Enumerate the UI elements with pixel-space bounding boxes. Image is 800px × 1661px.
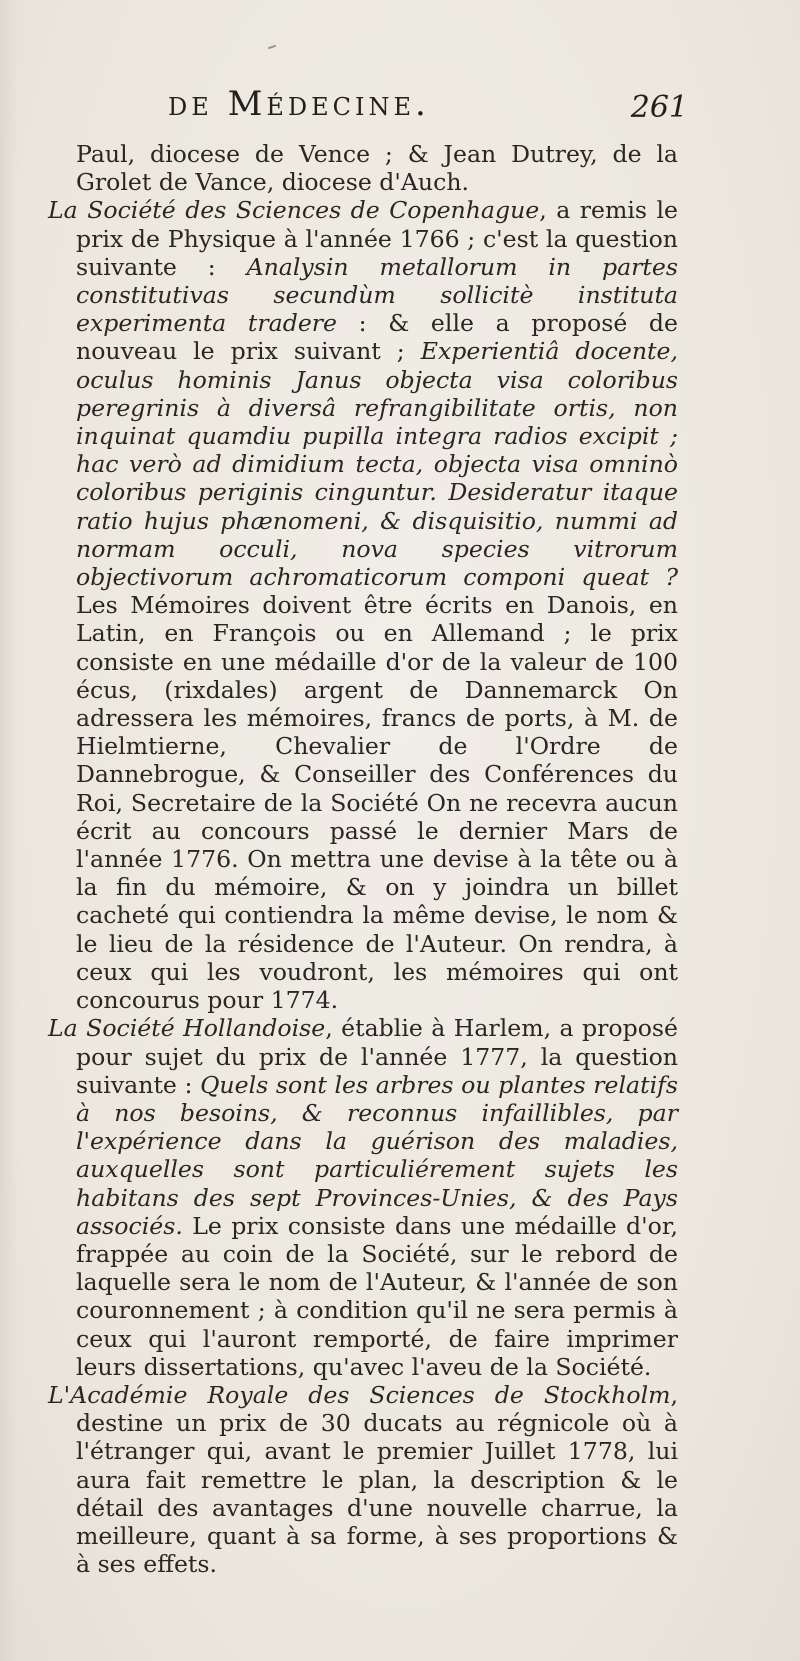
paragraph-hollandoise <box>48 1014 678 1381</box>
paragraph-continuation <box>48 140 678 196</box>
prize-question: Quels sont les arbres ou plantes relatifs à nos besoins, & reconnus infaillibles, par l'expérience dans la guérison des maladies, auxquelles sont particuliérement sujets les habitans des sept Provinces-Unies, & des Pays associés. <box>76 1070 678 1240</box>
running-title: de Médecine. <box>168 84 430 124</box>
paragraph-text: , a remis le prix de Physique à l'année 1766 ; c'est la question suivante : <box>76 196 678 281</box>
page-number: 261 <box>630 90 688 125</box>
paragraph-text: : & elle a proposé de nouveau le prix suivant ; <box>76 309 678 366</box>
latin-question: Experientiâ docente, oculus hominis Janus objecta visa coloribus peregrinis à diversâ refrangibilitate ortis, non inquinat quamdiu pupilla integra radios excipit ; hac verò ad dimidium tecta, objecta visa omninò coloribus periginis cinguntur. Desideratur itaque ratio hujus phænomeni, & disquisitio, nummi ad normam occuli, nova species vitrorum objectivorum achromaticorum componi queat ? <box>76 337 679 592</box>
page-body <box>48 140 678 1578</box>
paragraph-text: , établie à Harlem, a proposé pour sujet du prix de l'année 1777, la question suivante : <box>76 1014 678 1099</box>
paper-speck <box>268 45 276 50</box>
paragraph-text: Le prix consiste dans une médaille d'or, frappée au coin de la Société, sur le rebord de laquelle sera le nom de l'Auteur, & l'année de son couronnement ; à condition qu'il ne sera permis à ceux qui l'auront remporté, de faire imprimer leurs dissertations, qu'avec l'aveu de la Société. <box>76 1211 678 1381</box>
page-header <box>0 84 800 144</box>
paragraph-stockholm <box>48 1381 678 1578</box>
latin-question: Analysin metallorum in partes constitutivas secundùm sollicitè instituta experimenta tradere <box>76 252 678 338</box>
paragraph-copenhague <box>48 196 678 1014</box>
page-gutter-shadow <box>0 0 18 1661</box>
paragraph-text: Les Mémoires doivent être écrits en Danois, en Latin, en François ou en Allemand ; le prix consiste en une médaille d'or de la valeur de 100 écus, (rixdales) argent de Dannemarck On adressera les mémoires, francs de ports, à M. de Hielmtierne, Chevalier de l'Ordre de Dannebrogue, & Conseiller des Conférences du Roi, Secretaire de la Société On ne recevra aucun écrit au concours passé le dernier Mars de l'année 1776. On mettra une devise à la tête ou à la fin du mémoire, & on y joindra un billet cacheté qui contiendra la même devise, le nom & le lieu de la résidence de l'Auteur. On rendra, à ceux qui les voudront, les mémoires qui ont concourus pour 1774. <box>76 591 678 1015</box>
society-name: La Société Hollandoise <box>48 1014 326 1043</box>
society-name: La Société des Sciences de Copenhague <box>48 196 540 225</box>
paragraph-text: Paul, diocese de Vence ; & Jean Dutrey, de la Grolet de Vance, diocese d'Auch. <box>76 140 678 197</box>
paragraph-text: , destine un prix de 30 ducats au régnicole où à l'étranger qui, avant le premier Juillet 1778, lui aura fait remettre le plan, la description & le détail des avantages d'une nouvelle charrue, la meilleure, quant à sa forme, à ses proportions & à ses effets. <box>76 1380 678 1579</box>
academy-name: L'Académie Royale des Sciences de Stockholm <box>48 1380 671 1409</box>
